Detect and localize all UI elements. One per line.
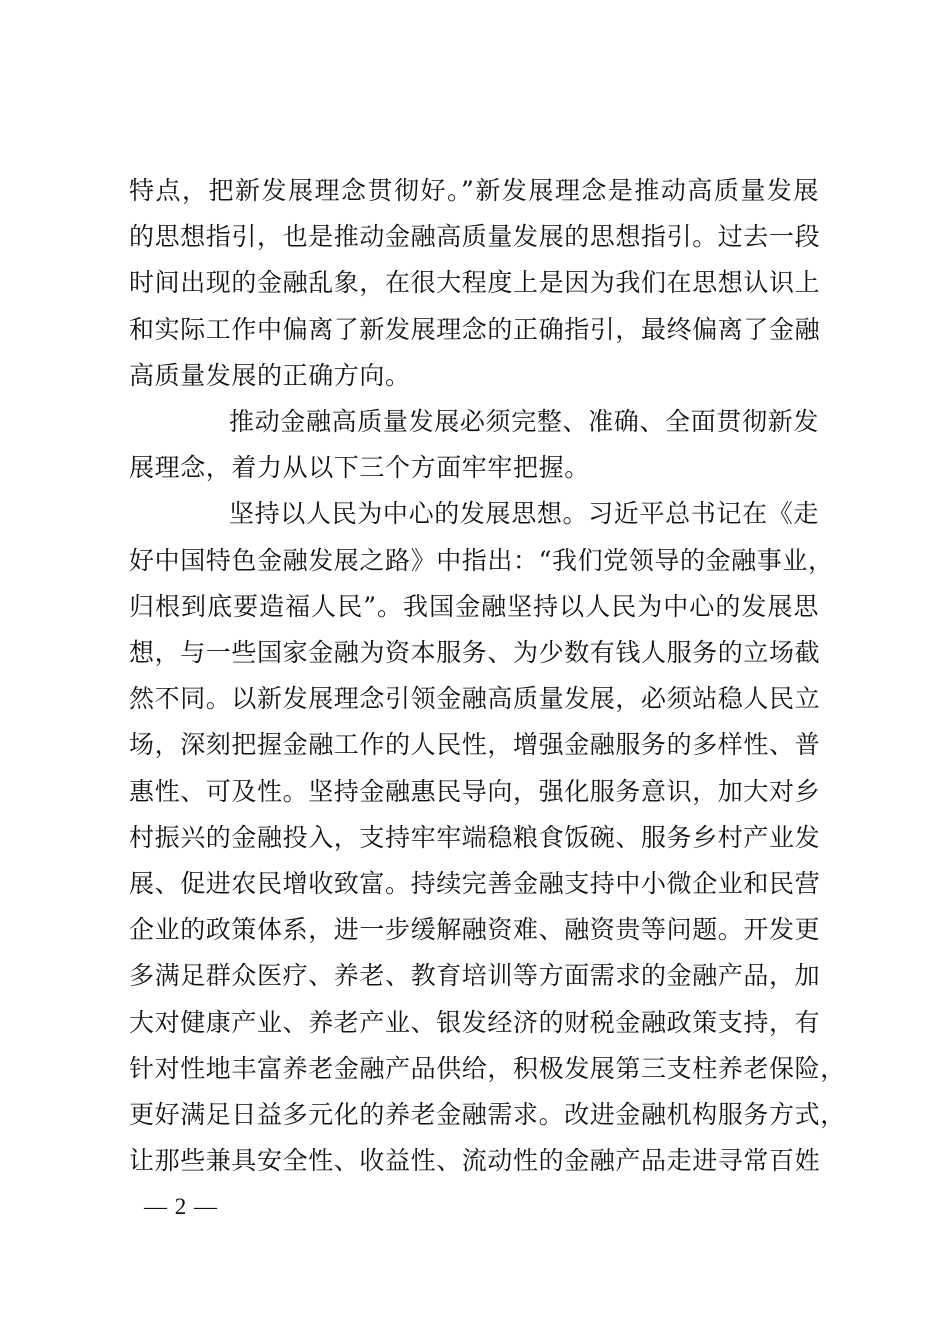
paragraph-line: 企业的政策体系，进一步缓解融资难、融资贵等问题。开发更 <box>129 915 821 945</box>
paragraph-line: 特点，把新发展理念贯彻好。”新发展理念是推动高质量发展 <box>129 176 819 205</box>
paragraph-line: 坚持以人民为中心的发展思想。习近平总书记在《走 <box>229 499 819 529</box>
paragraph-line: 高质量发展的正确方向。 <box>129 360 411 390</box>
paragraph-line: 想，与一些国家金融为资本服务、为少数有钱人服务的立场截 <box>129 638 821 668</box>
paragraph-line: 多满足群众医疗、养老、教育培训等方面需求的金融产品，加 <box>129 961 821 991</box>
paragraph-line: 然不同。以新发展理念引领金融高质量发展，必须站稳人民立 <box>129 684 821 714</box>
paragraph-line: 展、促进农民增收致富。持续完善金融支持中小微企业和民营 <box>129 869 821 899</box>
paragraph-line: 场，深刻把握金融工作的人民性，增强金融服务的多样性、普 <box>129 730 821 760</box>
page-number: — 2 — <box>144 1194 218 1219</box>
paragraph-line: 推动金融高质量发展必须完整、准确、全面贯彻新发 <box>229 407 819 437</box>
paragraph-line: 针对性地丰富养老金融产品供给，积极发展第三支柱养老保险， <box>129 1053 846 1083</box>
paragraph-line: 好中国特色金融发展之路》中指出：“我们党领导的金融事业， <box>129 545 834 575</box>
paragraph-line: 大对健康产业、养老产业、银发经济的财税金融政策支持，有 <box>129 1007 821 1037</box>
paragraph-line: 归根到底要造福人民”。我国金融坚持以人民为中心的发展思 <box>129 591 819 621</box>
paragraph-line: 惠性、可及性。坚持金融惠民导向，强化服务意识，加大对乡 <box>129 776 821 806</box>
paragraph-line: 时间出现的金融乱象，在很大程度上是因为我们在思想认识上 <box>129 268 821 298</box>
paragraph-line: 更好满足日益多元化的养老金融需求。改进金融机构服务方式， <box>129 1100 846 1130</box>
paragraph-line: 展理念，着力从以下三个方面牢牢把握。 <box>129 453 590 483</box>
paragraph-line: 让那些兼具安全性、收益性、流动性的金融产品走进寻常百姓 <box>129 1146 821 1176</box>
document-body <box>129 168 846 1184</box>
paragraph-1 <box>129 168 819 399</box>
paragraph-line: 和实际工作中偏离了新发展理念的正确指引，最终偏离了金融 <box>129 314 821 344</box>
paragraph-line: 村振兴的金融投入，支持牢牢端稳粮食饭碗、服务乡村产业发 <box>129 822 821 852</box>
paragraph-2 <box>129 399 819 491</box>
paragraph-line: 的思想指引，也是推动金融高质量发展的思想指引。过去一段 <box>129 222 821 252</box>
paragraph-3 <box>129 491 846 1184</box>
